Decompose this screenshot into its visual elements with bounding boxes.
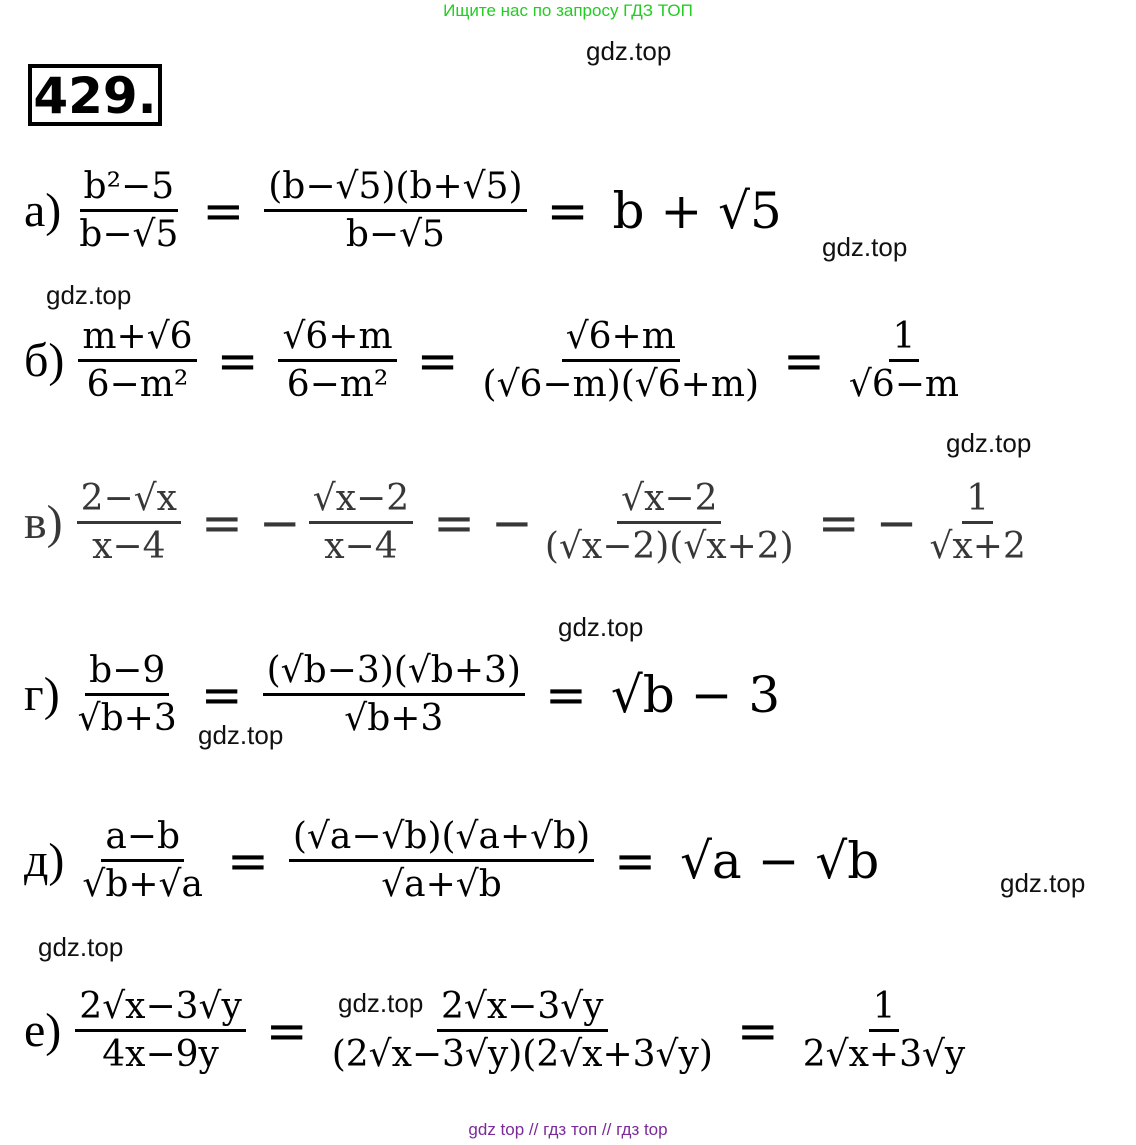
item-label: б) <box>24 333 65 387</box>
watermark: gdz.top <box>946 428 1032 458</box>
minus-sign: − <box>491 493 533 552</box>
fraction <box>328 986 717 1076</box>
fraction <box>74 650 181 740</box>
equals-sign: = <box>783 331 825 390</box>
fraction <box>78 316 196 406</box>
fraction <box>479 316 763 406</box>
result: √a − √b <box>680 831 880 890</box>
item-v <box>24 478 1036 568</box>
numerator: (√b−3)(√b+3) <box>263 650 525 696</box>
denominator: b−√5 <box>345 214 445 256</box>
item-a <box>24 166 792 256</box>
item-d <box>24 816 889 906</box>
denominator: 6−m² <box>86 364 189 406</box>
result: b + √5 <box>612 181 782 240</box>
watermark: gdz.top <box>338 988 424 1018</box>
numerator: a−b <box>101 816 184 862</box>
equals-sign: = <box>546 181 589 240</box>
result: √b − 3 <box>610 665 781 724</box>
numerator: √x−2 <box>617 478 721 524</box>
watermark: gdz.top <box>1000 868 1086 898</box>
numerator: b−9 <box>85 650 169 696</box>
denominator: √b+√a <box>82 864 203 906</box>
denominator: √b+3 <box>344 698 444 740</box>
denominator: 2√x+3√y <box>802 1034 966 1076</box>
item-e <box>24 986 975 1076</box>
item-label: е) <box>24 1003 62 1057</box>
equals-sign: = <box>433 493 475 552</box>
fraction <box>264 166 526 256</box>
equals-sign: = <box>265 1001 308 1060</box>
numerator: 1 <box>869 986 900 1032</box>
watermark: gdz.top <box>198 720 284 750</box>
equals-sign: = <box>200 665 243 724</box>
watermark: gdz.top <box>586 36 672 66</box>
watermark: gdz.top <box>558 612 644 642</box>
numerator: √6+m <box>278 316 396 362</box>
denominator: √x+2 <box>929 526 1026 568</box>
denominator: (√6−m)(√6+m) <box>482 364 759 406</box>
equals-sign: = <box>614 831 657 890</box>
numerator: 2√x−3√y <box>437 986 608 1032</box>
fraction <box>75 166 182 256</box>
numerator: m+√6 <box>78 316 196 362</box>
denominator: √6−m <box>848 364 960 406</box>
minus-sign: − <box>875 493 918 552</box>
item-label: г) <box>24 667 60 721</box>
fraction <box>309 478 413 568</box>
equals-sign: = <box>736 1001 779 1060</box>
watermark: gdz.top <box>38 932 124 962</box>
equals-sign: = <box>544 665 587 724</box>
equals-sign: = <box>216 331 259 390</box>
fraction <box>77 478 181 568</box>
denominator: x−4 <box>92 526 166 568</box>
numerator: √6+m <box>562 316 680 362</box>
numerator: 1 <box>962 478 993 524</box>
numerator: √x−2 <box>309 478 413 524</box>
numerator: (√a−√b)(√a+√b) <box>289 816 594 862</box>
denominator: √a+√b <box>381 864 502 906</box>
denominator: 6−m² <box>286 364 389 406</box>
equals-sign: = <box>416 331 459 390</box>
numerator: 2−√x <box>77 478 181 524</box>
equals-sign: = <box>202 181 245 240</box>
denominator: (√x−2)(√x+2) <box>544 526 794 568</box>
problem-number: 429. <box>28 64 162 126</box>
equals-sign: = <box>817 493 860 552</box>
numerator: 1 <box>889 316 920 362</box>
denominator: √b+3 <box>77 698 177 740</box>
item-g <box>24 650 790 740</box>
fraction <box>289 816 594 906</box>
fraction <box>78 816 207 906</box>
fraction <box>541 478 798 568</box>
item-label: а) <box>24 183 62 237</box>
minus-sign: − <box>258 493 301 552</box>
item-label: д) <box>24 833 65 887</box>
numerator: (b−√5)(b+√5) <box>264 166 526 212</box>
watermark: gdz.top <box>822 232 908 262</box>
fraction <box>75 986 246 1076</box>
equals-sign: = <box>200 493 243 552</box>
equals-sign: = <box>226 831 269 890</box>
denominator: 4x−9y <box>102 1034 219 1076</box>
denominator: b−√5 <box>79 214 179 256</box>
fraction <box>278 316 396 406</box>
fraction <box>799 986 970 1076</box>
watermark: gdz.top <box>46 280 132 310</box>
item-b <box>24 316 969 406</box>
denominator: x−4 <box>324 526 398 568</box>
fraction <box>263 650 525 740</box>
footer-watermark: gdz top // гдз топ // гдз top <box>468 1120 668 1139</box>
item-label: в) <box>24 495 63 549</box>
fraction <box>926 478 1030 568</box>
denominator: (2√x−3√y)(2√x+3√y) <box>331 1034 713 1076</box>
fraction <box>845 316 963 406</box>
numerator: b²−5 <box>80 166 179 212</box>
top-banner: Ищите нас по запросу ГДЗ ТОП <box>443 1 693 20</box>
numerator: 2√x−3√y <box>75 986 246 1032</box>
